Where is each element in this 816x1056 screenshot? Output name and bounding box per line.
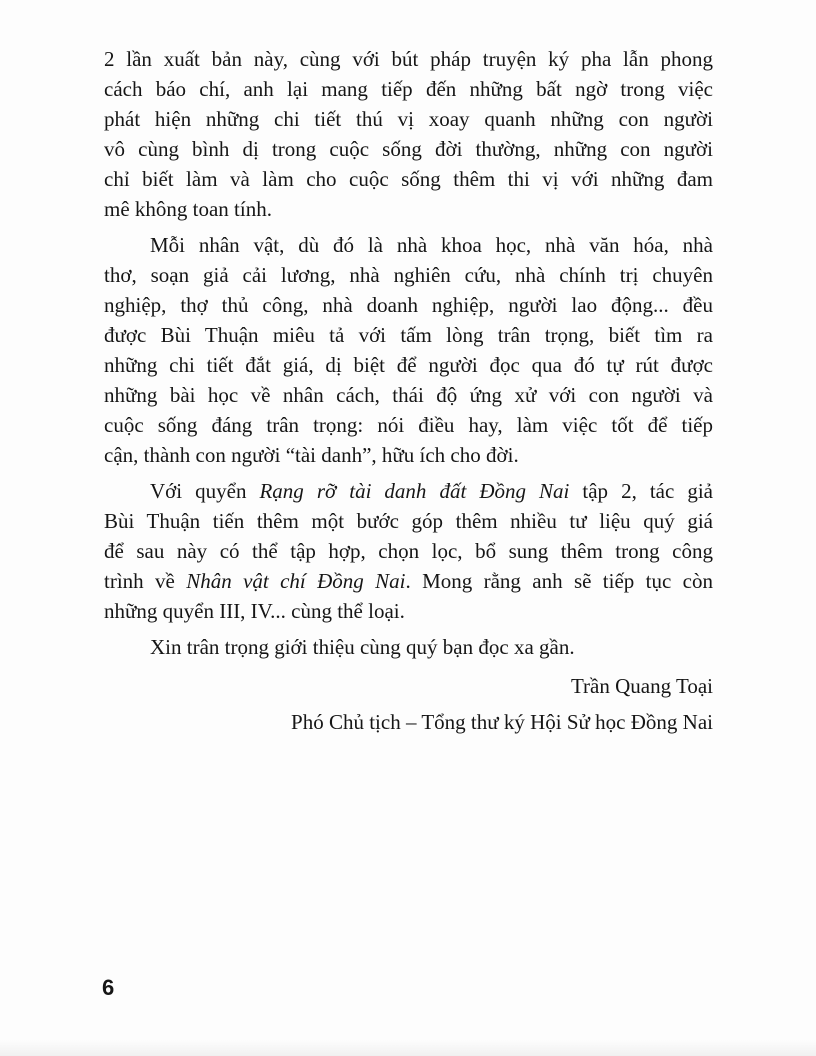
text-line [104,260,713,290]
body-paragraphs [104,44,713,662]
text-line [104,164,713,194]
text-line [104,536,713,566]
signature-title: Phó Chủ tịch – Tổng thư ký Hội Sử học Đồng Nai [291,710,713,734]
signature-name: Trần Quang Toại [570,674,713,698]
text-run: những quyển III, IV... cùng thể loại. [104,599,405,623]
text-line [104,134,713,164]
text-line [104,194,713,224]
text-run: Mỗi nhân vật, dù đó là nhà khoa học, nhà văn hóa, nhà [150,233,713,257]
text-run: vô cùng bình dị trong cuộc sống đời thường, những con người [104,137,713,161]
signature-block [104,668,713,740]
text-run: 2 lần xuất bản này, cùng với bút pháp truyện ký pha lẫn phong [104,47,713,71]
paragraph [104,476,713,626]
text-run: được Bùi Thuận miêu tả với tấm lòng trân trọng, biết tìm ra [104,323,713,347]
text-line [104,74,713,104]
text-run: tập 2, tác giả [569,479,713,503]
text-run: nghiệp, thợ thủ công, nhà doanh nghiệp, người lao động... đều [104,293,713,317]
text-line [104,506,713,536]
text-run: mê không toan tính. [104,197,272,221]
text-block [104,44,713,740]
text-run: Với quyển [150,479,260,503]
text-run: trình về [104,569,187,593]
text-run: Xin trân trọng giới thiệu cùng quý bạn đọc xa gần. [150,635,575,659]
book-title-italic: Nhân vật chí Đồng Nai [186,569,406,593]
paragraph [104,632,713,662]
text-line [104,320,713,350]
text-line [104,380,713,410]
text-run: Bùi Thuận tiến thêm một bước góp thêm nhiều tư liệu quý giá [104,509,713,533]
text-line [104,632,713,662]
text-run: những chi tiết đắt giá, dị biệt để người đọc qua đó tự rút được [104,353,713,377]
text-run: . Mong rằng anh sẽ tiếp tục còn [405,569,713,593]
text-line [104,350,713,380]
text-run: phát hiện những chi tiết thú vị xoay quanh những con người [104,107,713,131]
text-line [104,44,713,74]
text-run: cuộc sống đáng trân trọng: nói điều hay, làm việc tốt để tiếp [104,413,713,437]
text-line [104,104,713,134]
text-run: những bài học về nhân cách, thái độ ứng xử với con người và [104,383,713,407]
text-run: chỉ biết làm và làm cho cuộc sống thêm thi vị với những đam [104,167,713,191]
text-run: để sau này có thể tập hợp, chọn lọc, bổ sung thêm trong công [104,539,713,563]
text-line [104,566,713,596]
text-line [104,476,713,506]
page-number: 6 [102,975,115,1000]
text-run: cận, thành con người “tài danh”, hữu ích cho đời. [104,443,519,467]
paragraph [104,230,713,470]
text-line [104,290,713,320]
text-line [104,230,713,260]
paragraph [104,44,713,224]
text-line [104,596,713,626]
text-line [104,440,713,470]
text-line [104,410,713,440]
text-run: thơ, soạn giả cải lương, nhà nghiên cứu, nhà chính trị chuyên [104,263,713,287]
book-title-italic: Rạng rỡ tài danh đất Đồng Nai [259,479,570,503]
text-run: cách báo chí, anh lại mang tiếp đến những bất ngờ trong việc [104,77,713,101]
